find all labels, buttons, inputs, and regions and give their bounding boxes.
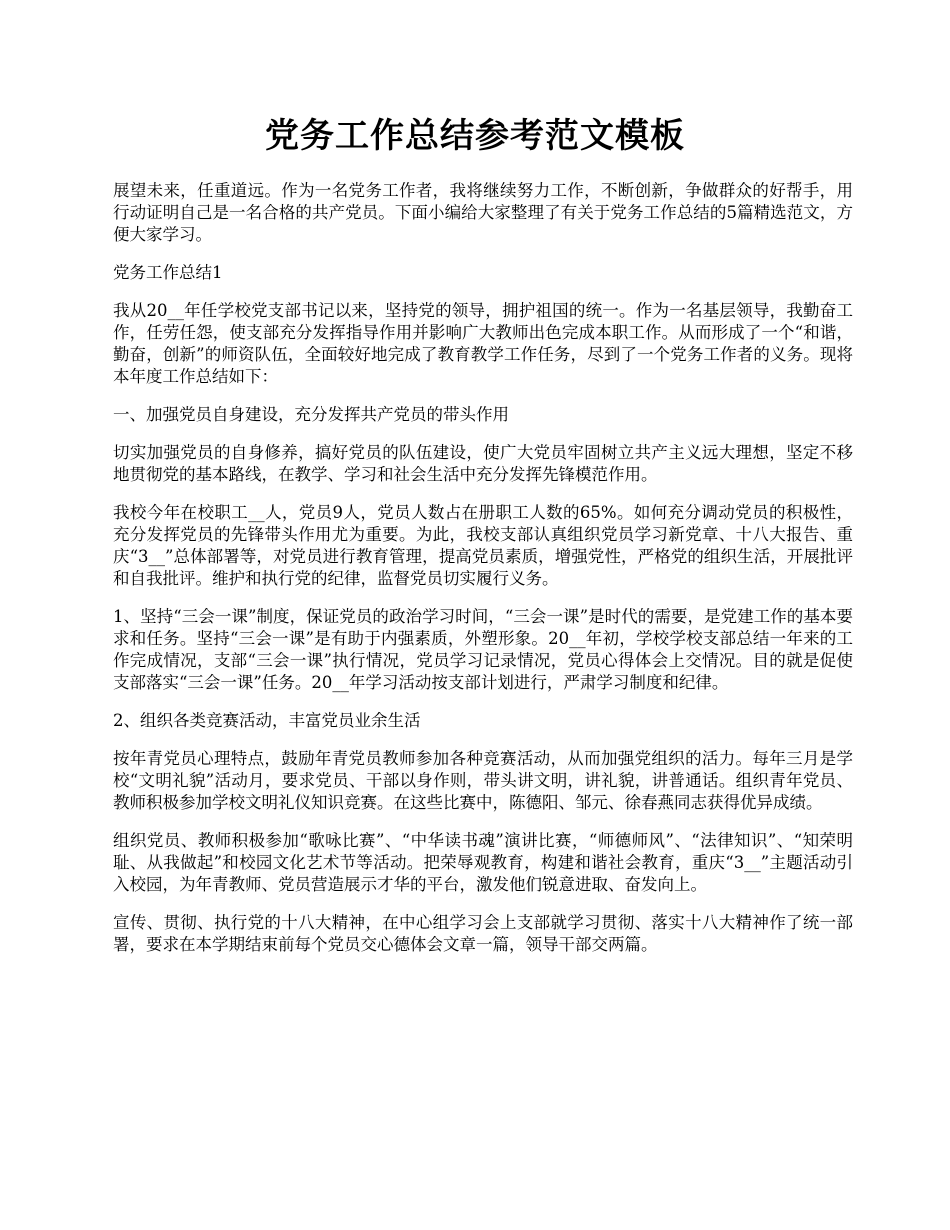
body-paragraph: 组织党员、教师积极参加“歌咏比赛”、“中华读书魂”演讲比赛，“师德师风”、“法律知识”、“知荣明耻、从我做起”和校园文化艺术节等活动。把荣辱观教育，构建和谐社会教育，重庆“3__”主题活动引入校园，为年青教师、党员营造展示才华的平台，激发他们锐意进取、奋发向上。 — [113, 831, 853, 894]
body-paragraph: 按年青党员心理特点，鼓励年青党员教师参加各种竞赛活动，从而加强党组织的活力。每年三月是学校“文明礼貌”活动月，要求党员、干部以身作则，带头讲文明，讲礼貌，讲普通话。组织青年党员、教师积极参加学校文明礼仪知识竞赛。在这些比赛中，陈德阳、邹元、徐春燕同志获得优异成绩。 — [113, 749, 853, 812]
body-paragraph: 我从20__年任学校党支部书记以来，坚持党的领导，拥护祖国的统一。作为一名基层领导，我勤奋工作，任劳任怨，使支部充分发挥指导作用并影响广大教师出色完成本职工作。从而形成了一个“和谐，勤奋，创新”的师资队伍，全面较好地完成了教育教学工作任务，尽到了一个党务工作者的义务。现将本年度工作总结如下： — [113, 301, 853, 386]
document-body — [113, 180, 853, 972]
section-heading: 党务工作总结1 — [113, 263, 223, 282]
subsection-heading: 2、组织各类竞赛活动，丰富党员业余生活 — [113, 711, 421, 730]
body-paragraph: 切实加强党员的自身修养，搞好党员的队伍建设，使广大党员牢固树立共产主义远大理想，坚定不移地贯彻党的基本路线，在教学、学习和社会生活中充分发挥先锋模范作用。 — [113, 443, 853, 484]
subsection-heading: 一、加强党员自身建设，充分发挥共产党员的带头作用 — [113, 405, 509, 424]
document-title: 党务工作总结参考范文模板 — [265, 116, 685, 156]
body-paragraph: 我校今年在校职工__人，党员9人，党员人数占在册职工人数的65%。如何充分调动党员的积极性，充分发挥党员的先锋带头作用尤为重要。为此，我校支部认真组织党员学习新党章、十八大报告、重庆“3__”总体部署等，对党员进行教育管理，提高党员素质，增强党性，严格党的组织生活，开展批评和自我批评。维护和执行党的纪律，监督党员切实履行义务。 — [113, 503, 853, 588]
body-paragraph: 宣传、贯彻、执行党的十八大精神，在中心组学习会上支部就学习贯彻、落实十八大精神作了统一部署，要求在本学期结束前每个党员交心德体会文章一篇，领导干部交两篇。 — [113, 913, 853, 954]
body-paragraph: 1、坚持“三会一课”制度，保证党员的政治学习时间，“三会一课”是时代的需要，是党建工作的基本要求和任务。坚持“三会一课”是有助于内强素质，外塑形象。20__年初，学校学校支部总结一年来的工作完成情况，支部“三会一课”执行情况，党员学习记录情况，党员心得体会上交情况。目的就是促使支部落实“三会一课”任务。20__年学习活动按支部计划进行，严肃学习制度和纪律。 — [113, 607, 853, 692]
intro-paragraph: 展望未来，任重道远。作为一名党务工作者，我将继续努力工作，不断创新，争做群众的好帮手，用行动证明自己是一名合格的共产党员。下面小编给大家整理了有关于党务工作总结的5篇精选范文，方便大家学习。 — [113, 181, 853, 244]
